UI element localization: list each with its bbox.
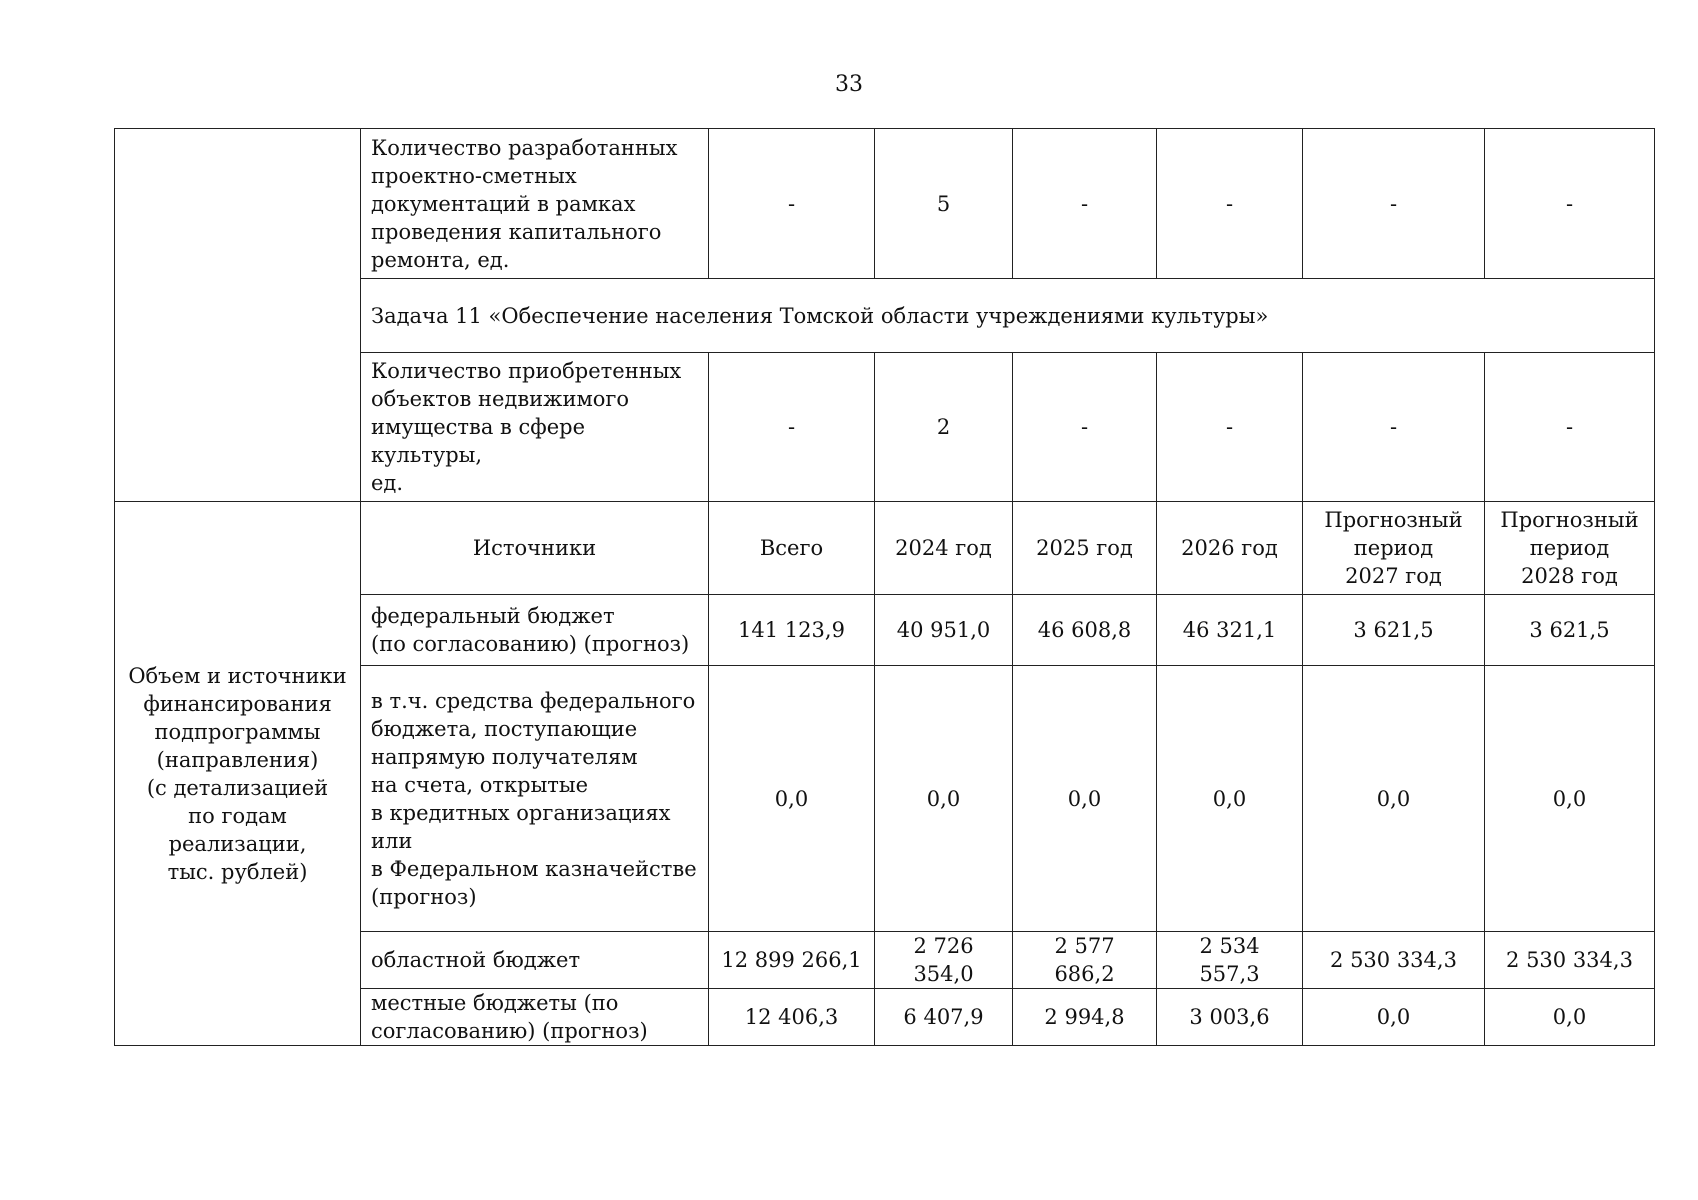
value-cell: 2 726 354,0 (875, 932, 1013, 989)
column-header: 2026 год (1157, 502, 1303, 595)
value-cell: 2 577 686,2 (1013, 932, 1157, 989)
value-cell: 12 899 266,1 (709, 932, 875, 989)
column-header: Прогнозный период 2028 год (1485, 502, 1655, 595)
empty-section-cell (115, 129, 361, 502)
value-cell: 0,0 (1013, 666, 1157, 932)
value-cell: 46 608,8 (1013, 595, 1157, 666)
value-cell: 0,0 (1303, 666, 1485, 932)
indicator-label: Количество разработанных проектно-сметных документаций в рамках проведения капитального ремонта, ед. (361, 129, 709, 279)
source-label: федеральный бюджет (по согласованию) (прогноз) (361, 595, 709, 666)
value-cell: - (1485, 129, 1655, 279)
column-header: Прогнозный период 2027 год (1303, 502, 1485, 595)
value-cell: 2 530 334,3 (1485, 932, 1655, 989)
source-label: местные бюджеты (по согласованию) (прогноз) (361, 989, 709, 1046)
value-cell: 0,0 (1485, 666, 1655, 932)
value-cell: 5 (875, 129, 1013, 279)
value-cell: 3 621,5 (1485, 595, 1655, 666)
source-label: областной бюджет (361, 932, 709, 989)
financing-section-label: Объем и источники финансирования подпрограммы (направления) (с детализацией по годам реализации, тыс. рублей) (115, 502, 361, 1046)
value-cell: 2 530 334,3 (1303, 932, 1485, 989)
value-cell: 3 003,6 (1157, 989, 1303, 1046)
value-cell: 40 951,0 (875, 595, 1013, 666)
value-cell: - (1157, 129, 1303, 279)
source-label: в т.ч. средства федерального бюджета, поступающие напрямую получателям на счета, открытые в кредитных организациях или в Федеральном казначействе (прогноз) (361, 666, 709, 932)
value-cell: 2 534 557,3 (1157, 932, 1303, 989)
value-cell: - (1303, 353, 1485, 502)
value-cell: 0,0 (1303, 989, 1485, 1046)
value-cell: - (709, 353, 875, 502)
value-cell: - (1157, 353, 1303, 502)
value-cell: - (1485, 353, 1655, 502)
table-row (115, 502, 1655, 595)
value-cell: - (1303, 129, 1485, 279)
indicator-label: Количество приобретенных объектов недвижимого имущества в сфере культуры, ед. (361, 353, 709, 502)
value-cell: 141 123,9 (709, 595, 875, 666)
program-table (114, 128, 1655, 1046)
value-cell: - (1013, 353, 1157, 502)
task-heading: Задача 11 «Обеспечение населения Томской области учреждениями культуры» (361, 279, 1655, 353)
value-cell: 12 406,3 (709, 989, 875, 1046)
column-header: 2025 год (1013, 502, 1157, 595)
column-header: 2024 год (875, 502, 1013, 595)
value-cell: 0,0 (1157, 666, 1303, 932)
value-cell: - (1013, 129, 1157, 279)
value-cell: 3 621,5 (1303, 595, 1485, 666)
value-cell: - (709, 129, 875, 279)
column-header: Источники (361, 502, 709, 595)
value-cell: 46 321,1 (1157, 595, 1303, 666)
value-cell: 0,0 (709, 666, 875, 932)
value-cell: 2 (875, 353, 1013, 502)
column-header: Всего (709, 502, 875, 595)
value-cell: 6 407,9 (875, 989, 1013, 1046)
page-number: 33 (835, 72, 863, 97)
value-cell: 2 994,8 (1013, 989, 1157, 1046)
table-row (115, 129, 1655, 279)
value-cell: 0,0 (1485, 989, 1655, 1046)
value-cell: 0,0 (875, 666, 1013, 932)
